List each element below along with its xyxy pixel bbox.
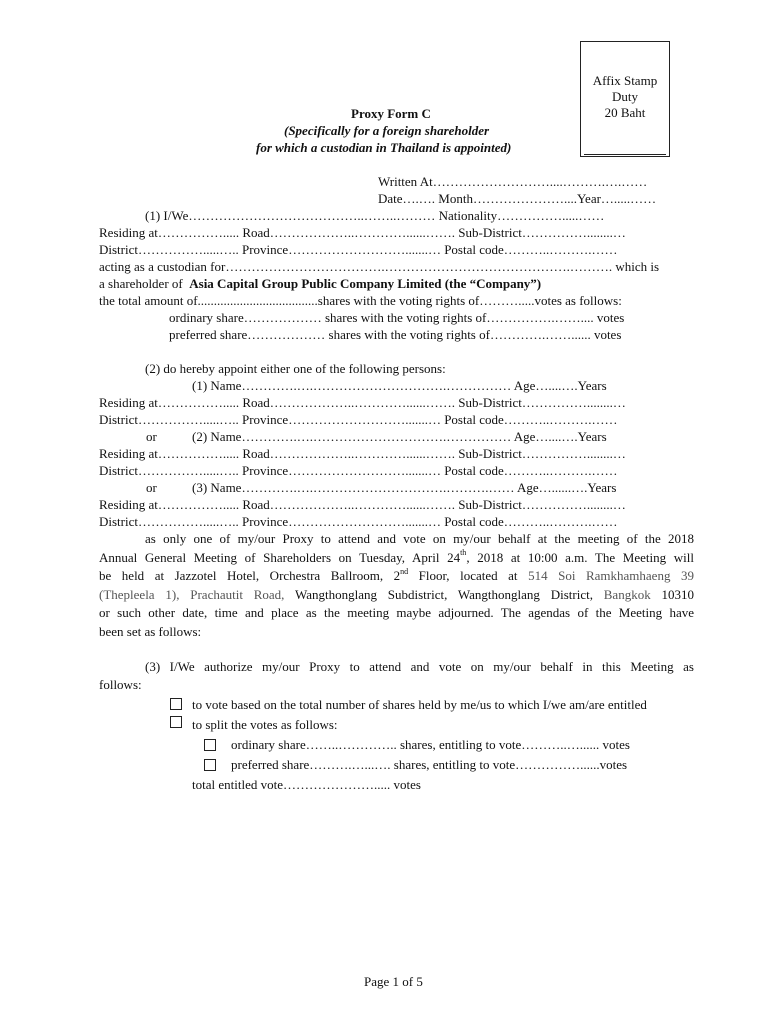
form-subtitle-1: (Specifically for a foreign shareholder [284,123,490,138]
proxy-1-name-field[interactable]: (1) Name………….….………………………….…………… Age…....….Years [192,378,607,393]
ordinary-split-field[interactable]: ordinary share……..………….. shares, entitling to vote………..…...... votes [231,737,630,752]
proxy-2-name-field[interactable]: (2) Name………….….………………………….…………… Age…....….Years [192,429,607,444]
meeting-line-4: (Thepleela 1), Prachautit Road, Wangthonglang Subdistrict, Wangthonglang District, Bangkok 10310 [99,586,694,602]
authorize-line: (3) I/We authorize my/our Proxy to attend and vote on my/our behalf in this Meeting as [145,659,694,674]
appoint-intro: (2) do hereby appoint either one of the following persons: [145,361,446,376]
split-votes-checkbox[interactable] [170,716,182,728]
proxy-3-name-field[interactable]: (3) Name………….….………………………….……….…… Age…......….Years [192,480,617,495]
meeting-line-2: Annual General Meeting of Shareholders on Tuesday, April 24th, 2018 at 10:00 a.m. The Meeting will [99,548,694,565]
form-title: Proxy Form C [351,106,431,121]
shareholder-of-line [99,276,541,292]
shareholder-district-field[interactable]: District…………….....….. Province……………………….......… Postal code………..……….…… [99,242,618,257]
shareholder-of-text: a shareholder of [99,276,183,291]
proxy-3-address-field[interactable]: Residing at……………..... Road………………..…………......……. Sub-District……………........… [99,497,626,512]
preferred-split-checkbox[interactable] [204,759,216,771]
proxy-1-address-field[interactable]: Residing at……………..... Road………………..…………......……. Sub-District……………........… [99,395,626,410]
custodian-field[interactable]: acting as a custodian for……………………………….…………………………………….………. which is [99,259,660,274]
meeting-paragraph [99,530,694,641]
shareholder-name-field[interactable]: (1) I/We…………………………………..……..……… Nationality…………….....…… [145,208,605,223]
ordinary-shares-field[interactable]: ordinary share……………… shares with the voting rights of…………….…….... votes [169,310,625,325]
proxy-2-district-field[interactable]: District…………….....….. Province……………………….......… Postal code………..……….…… [99,463,618,478]
form-subtitle-2: for which a custodian in Thailand is appointed) [256,140,512,155]
company-name: Asia Capital Group Public Company Limited (the “Company”) [189,276,542,291]
stamp-line-3: 20 Baht [604,105,646,120]
meeting-line-3: be held at Jazzotel Hotel, Orchestra Ballroom, 2nd Floor, located at 514 Soi Ramkhamhaeng 39 [99,566,694,583]
proxy-2-address-field[interactable]: Residing at……………..... Road………………..…………......……. Sub-District……………........… [99,446,626,461]
follows-label: follows: [99,677,142,692]
total-entitled-vote-field[interactable]: total entitled vote…………………..... votes [192,777,421,792]
meeting-line-1: as only one of my/our Proxy to attend and vote on my/our behalf at the meeting of the 2018 [145,531,694,546]
meeting-line-6: been set as follows: [99,623,202,639]
total-shares-field[interactable]: the total amount of.....................................shares with the voting rights of……….....votes as follows: [99,293,622,308]
stamp-bottom-rule [584,154,666,155]
preferred-split-field[interactable]: preferred share……….…...…. shares, entitling to vote……………......votes [231,757,628,772]
proxy-3-district-field[interactable]: District…………….....….. Province……………………….......… Postal code………..……….…… [99,514,618,529]
vote-all-shares-label: to vote based on the total number of shares held by me/us to which I/we am/are entitled [192,697,647,712]
proxy-1-district-field[interactable]: District…………….....….. Province……………………….......… Postal code………..……….…… [99,412,618,427]
or-label-2: or [146,480,157,495]
meeting-line-5: or such other date, time and place as the meeting maybe adjourned. The agendas of the Meeting have [99,605,694,620]
stamp-line-1: Affix Stamp [592,73,658,88]
written-at-field[interactable]: Written At………………………....……….….…… [378,174,648,189]
or-label-1: or [146,429,157,444]
shareholder-address-field[interactable]: Residing at……………..... Road………………..…………......……. Sub-District……………........… [99,225,626,240]
preferred-shares-field[interactable]: preferred share……………… shares with the voting rights of………….……...... votes [169,327,622,342]
affix-stamp-box [580,41,670,157]
stamp-line-2: Duty [612,89,638,104]
date-field[interactable]: Date….…. Month…………………....Year….....…… [378,191,657,206]
ordinary-split-checkbox[interactable] [204,739,216,751]
vote-all-shares-checkbox[interactable] [170,698,182,710]
page-number: Page 1 of 5 [364,974,423,989]
split-votes-label: to split the votes as follows: [192,717,338,732]
